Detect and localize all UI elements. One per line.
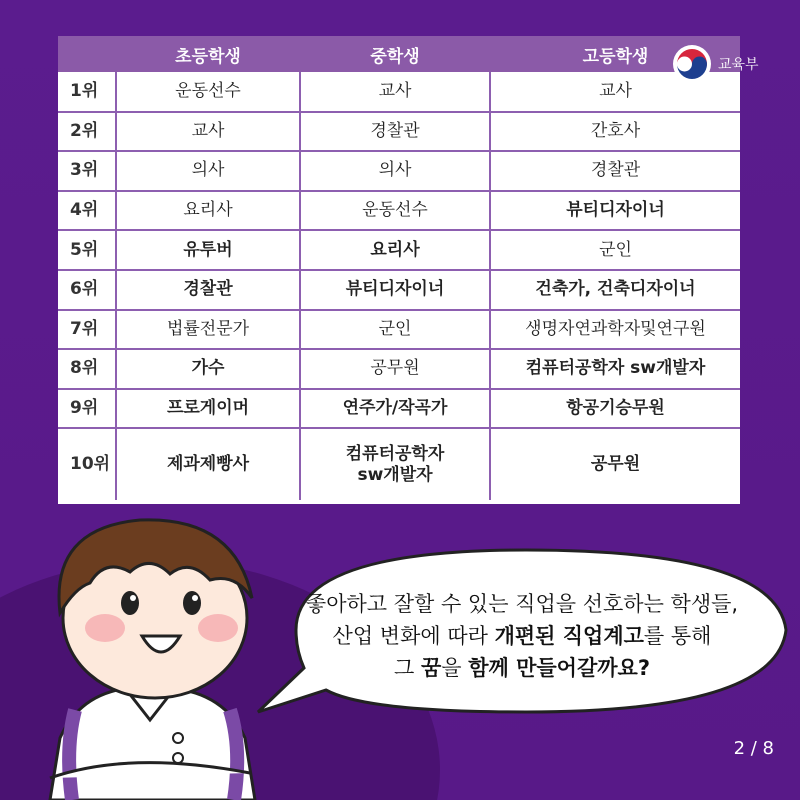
bubble-text-segment: 을 [441,656,469,680]
high-cell: 경찰관 [490,151,740,191]
elementary-cell: 유투버 [116,230,300,270]
page-indicator: 2 / 8 [733,738,774,759]
rank-cell: 1위 [58,72,116,112]
bubble-line-2 [262,620,782,652]
middle-cell: 요리사 [300,230,490,270]
middle-cell: 컴퓨터공학자 sw개발자 [300,428,490,500]
header-rank [58,36,116,72]
rank-cell: 6위 [58,270,116,310]
high-cell: 간호사 [490,112,740,152]
elementary-cell: 요리사 [116,191,300,231]
header-middle: 중학생 [300,36,490,72]
elementary-cell: 의사 [116,151,300,191]
logo-label: 교육부 [718,57,759,73]
ministry-logo [672,44,759,84]
rank-cell: 7위 [58,310,116,350]
high-cell: 항공기승무원 [490,389,740,429]
middle-cell: 연주가/작곡가 [300,389,490,429]
middle-cell: 공무원 [300,349,490,389]
high-cell: 군인 [490,230,740,270]
table-row [58,230,740,270]
middle-cell: 경찰관 [300,112,490,152]
high-cell: 공무원 [490,428,740,500]
elementary-cell: 경찰관 [116,270,300,310]
elementary-cell: 운동선수 [116,72,300,112]
high-cell: 뷰티디자이너 [490,191,740,231]
bubble-text-segment: 산업 변화에 따라 [332,624,495,648]
elementary-cell: 제과제빵사 [116,428,300,500]
middle-cell: 군인 [300,310,490,350]
bubble-emphasis: 함께 만들어갈까요? [468,656,650,680]
rank-cell: 10위 [58,428,116,500]
rank-cell: 4위 [58,191,116,231]
elementary-cell: 가수 [116,349,300,389]
elementary-cell: 교사 [116,112,300,152]
bubble-text-segment: 그 [393,656,421,680]
middle-cell: 의사 [300,151,490,191]
table-row [58,389,740,429]
rank-cell: 8위 [58,349,116,389]
ranking-table [58,36,740,500]
table-row [58,72,740,112]
table-row [58,191,740,231]
table-row [58,310,740,350]
header-elementary: 초등학생 [116,36,300,72]
middle-cell: 뷰티디자이너 [300,270,490,310]
bubble-text-segment: 를 통해 [643,624,712,648]
high-cell: 교사 [599,80,632,101]
bubble-line-1: 좋아하고 잘할 수 있는 직업을 선호하는 학생들, [305,592,739,616]
high-cell: 생명자연과학자및연구원 [490,310,740,350]
speech-bubble-text [262,588,782,684]
table-row [58,151,740,191]
taegeuk-icon [672,44,712,84]
high-cell: 컴퓨터공학자 sw개발자 [490,349,740,389]
bubble-emphasis: 꿈 [420,656,442,680]
table-row [58,349,740,389]
high-cell: 건축가, 건축디자이너 [490,270,740,310]
bubble-emphasis: 개편된 직업계고 [494,624,644,648]
table-row [58,270,740,310]
rank-cell: 2위 [58,112,116,152]
table-row [58,112,740,152]
header-high: 고등학생 [490,36,740,72]
table-header-row [58,36,740,72]
bubble-line-3 [262,652,782,684]
middle-cell: 운동선수 [300,191,490,231]
middle-cell: 교사 [300,72,490,112]
rank-cell: 5위 [58,230,116,270]
career-ranking-table [58,36,740,504]
elementary-cell: 프로게이머 [116,389,300,429]
elementary-cell: 법률전문가 [116,310,300,350]
rank-cell: 9위 [58,389,116,429]
rank-cell: 3위 [58,151,116,191]
student-character-illustration [20,488,280,800]
